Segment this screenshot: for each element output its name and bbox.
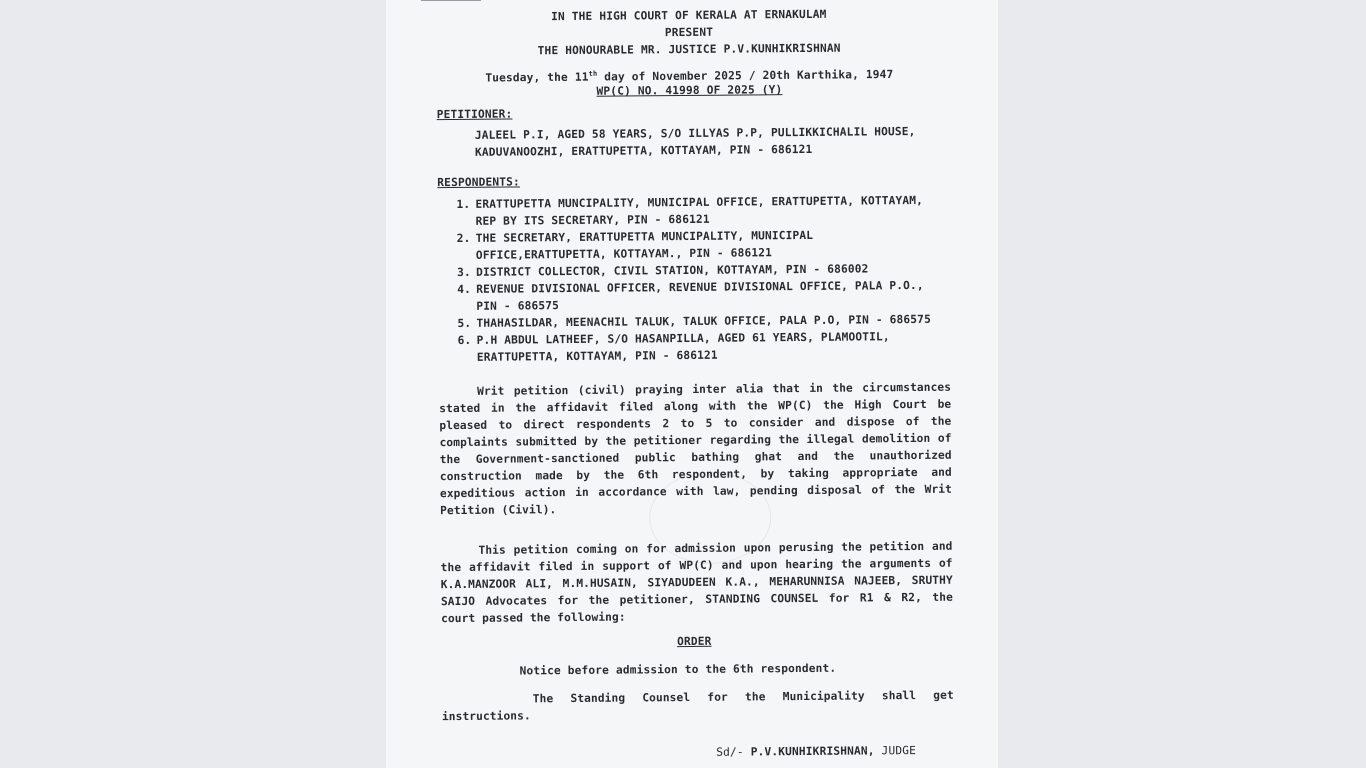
document-page <box>386 0 998 768</box>
present-label: PRESENT <box>664 25 714 40</box>
petitioner-line: JALEEL P.I, AGED 58 YEARS, S/O ILLYAS P.P, PULLIKKICHALIL HOUSE, <box>474 124 916 142</box>
respondent-number: 1. <box>456 197 471 211</box>
court-order-sheet <box>386 0 998 768</box>
judge-line: THE HONOURABLE MR. JUSTICE P.V.KUNHIKRISHNAN <box>537 41 841 58</box>
judge-title: JUDGE <box>881 744 917 758</box>
date-superscript: th <box>588 69 598 78</box>
date-suffix: day of November 2025 / 20th Karthika, 1947 <box>597 67 894 84</box>
petitioner-line: KADUVANOOZHI, ERATTUPETTA, KOTTAYAM, PIN - 686121 <box>474 142 813 159</box>
respondent-line: ERATTUPETTA, KOTTAYAM, PIN - 686121 <box>476 348 718 364</box>
petitioner-heading: PETITIONER: <box>436 107 513 122</box>
respondent-line: PIN - 686575 <box>476 299 560 313</box>
respondent-number: 3. <box>456 265 471 279</box>
signature-prefix: Sd/- <box>716 745 744 759</box>
respondents-heading: RESPONDENTS: <box>437 175 520 190</box>
respondent-line: DISTRICT COLLECTOR, CIVIL STATION, KOTTAYAM, PIN - 686002 <box>475 262 869 279</box>
respondent-line: THE SECRETARY, ERATTUPETTA MUNCIPALITY, MUNICIPAL <box>475 228 814 245</box>
hearing-paragraph: This petition coming on for admission upon perusing the petition and the affidavit filed in support of WP(C) and upon hearing the arguments of K.A.MANZOOR ALI, M.M.HUSAIN, SIYADUDEEN K.A., MEHARUNNISA NAJEEB, SRUTHY SAIJO Advocates for the petitioner, STANDING COUNSEL for R1 & R2, the court passed the following: <box>440 539 953 626</box>
case-number: WP(C) NO. 41998 OF 2025 (Y) <box>596 83 783 98</box>
respondent-line: REVENUE DIVISIONAL OFFICER, REVENUE DIVISIONAL OFFICE, PALA P.O., <box>476 278 924 296</box>
respondent-number: 4. <box>457 282 472 296</box>
respondent-number: 2. <box>456 231 471 245</box>
respondent-line: P.H ABDUL LATHEEF, S/O HASANPILLA, AGED 61 YEARS, PLAMOOTIL, <box>476 330 890 347</box>
order-line: Notice before admission to the 6th respondent. <box>519 661 837 678</box>
prayer-paragraph: Writ petition (civil) praying inter alia that in the circumstances stated in the affidavit filed along with the WP(C) the High Court be pleased to direct respondents 2 to 5 to consider and dispose of the complaints submitted by the petitioner regarding the illegal demolition of the Government-sanctioned public bathing ghat and the unauthorized construction made by the 6th respondent, by taking appropriate and expeditious action in accordance with law, pending disposal of the Writ Petition (Civil). <box>439 380 953 518</box>
signature-block <box>716 742 916 761</box>
respondent-number: 6. <box>457 333 472 347</box>
date-prefix: Tuesday, the 11 <box>485 70 589 85</box>
order-paragraph: The Standing Counsel for the Municipality shall get instructions. <box>441 688 954 724</box>
respondent-line: THAHASILDAR, MEENACHIL TALUK, TALUK OFFICE, PALA P.O, PIN - 686575 <box>476 312 931 330</box>
respondent-line: REP BY ITS SECRETARY, PIN - 686121 <box>475 212 710 228</box>
judge-signature-name: P.V.KUNHIKRISHNAN, <box>750 744 875 759</box>
respondent-number: 5. <box>457 316 472 330</box>
respondent-line: OFFICE,ERATTUPETTA, KOTTAYAM., PIN - 686121 <box>475 246 773 262</box>
respondent-line: ERATTUPETTA MUNCIPALITY, MUNICIPAL OFFICE, ERATTUPETTA, KOTTAYAM, <box>475 193 924 211</box>
order-heading: ORDER <box>677 634 712 649</box>
court-name: IN THE HIGH COURT OF KERALA AT ERNAKULAM <box>551 7 827 24</box>
